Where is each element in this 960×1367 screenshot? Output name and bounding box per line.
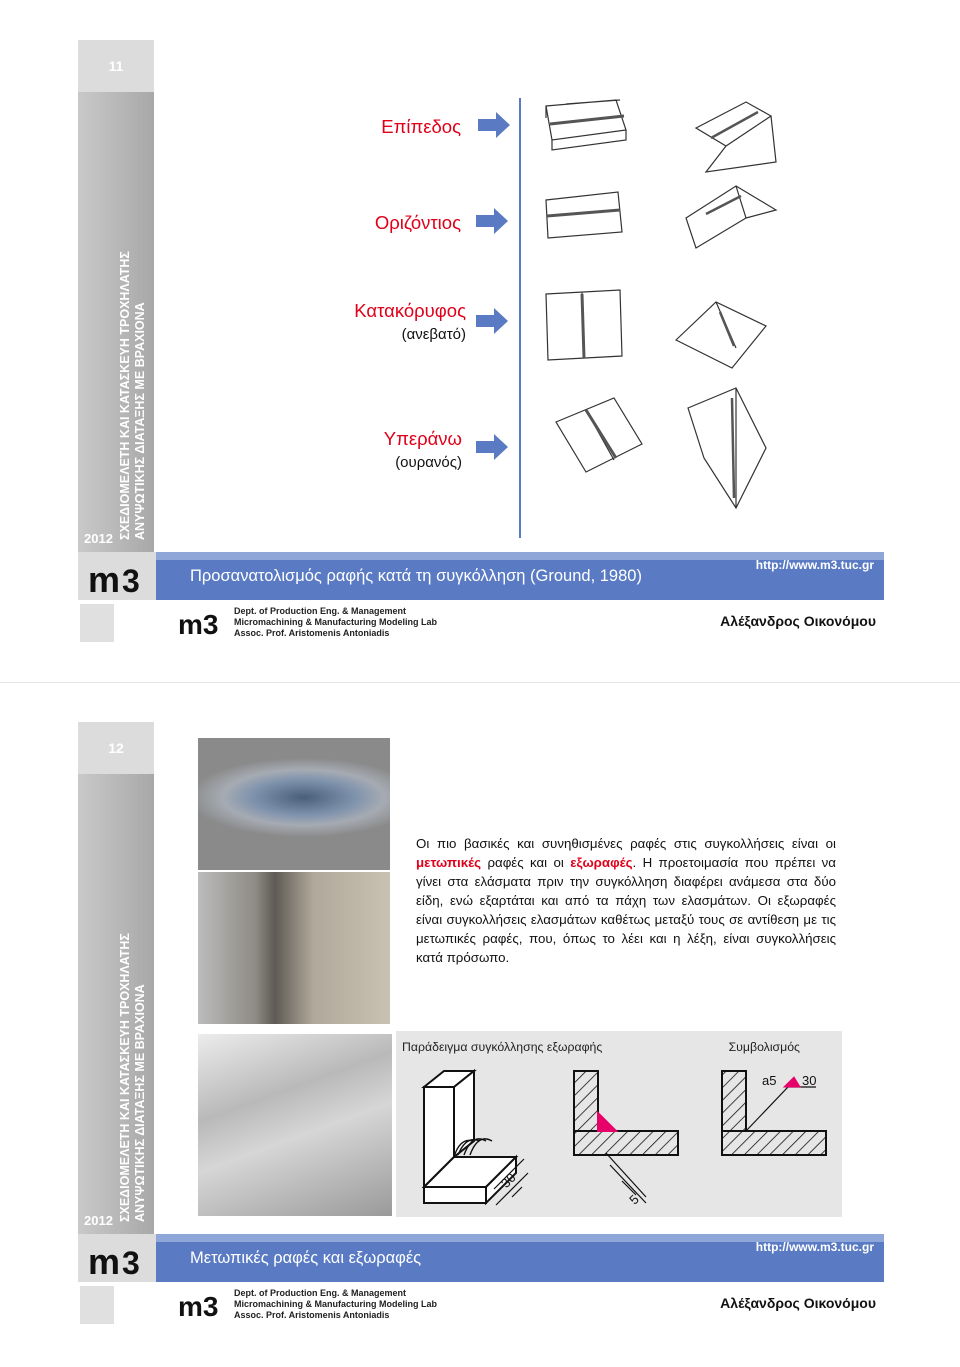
fillet-weld-drawings: [396, 1057, 842, 1217]
svg-text:m3: m3: [178, 609, 219, 638]
body-text-part: . Η προετοιμασία που πρέπει να γίνει στα ελάσματα πριν την συγκόλληση διαφέρει ανάμεσα στα δύο είδη, ενώ εξαρτάται και από τα πάχη των ελασμάτων. Οι εξωραφές είναι συγκολλήσεις ελασμάτων καθέτως μεταξύ τους σε αντίθεση με τις μετωπικές ραφές, που, όπως το λέει και η λέξη, είναι συγκολλήσεις κατά πρόσωπο.: [416, 855, 836, 965]
arrow-right-icon: [476, 308, 508, 334]
vertical-title-line1: ΣΧΕΔΙΟΜΕΛΕΤΗ ΚΑΙ ΚΑΤΑΣΚΕΥΗ ΤΡΟΧΗΛΑΤΗΣ: [118, 251, 132, 540]
footer: [78, 1282, 884, 1326]
fillet-weld-diagram: [396, 1031, 842, 1217]
diagram-caption-left: Παράδειγμα συγκόλλησης εξωραφής: [402, 1040, 603, 1054]
body-text-part: ραφές και οι: [481, 855, 571, 870]
m3-logo-mark: [78, 1234, 156, 1282]
weld-photo-tjoint: [198, 1034, 392, 1216]
statue-icon: [80, 1286, 114, 1324]
side-panel: [78, 40, 154, 552]
author-name: Αλέξανδρος Οικονόμου: [720, 613, 876, 629]
slide-title: Προσανατολισμός ραφής κατά τη συγκόλληση (Ground, 1980): [190, 567, 642, 585]
label-flat: Επίπεδος: [381, 116, 461, 137]
symbol-30: 30: [802, 1073, 817, 1088]
label-overhead: Υπεράνω: [383, 428, 462, 449]
term-fillet-weld: εξωραφές: [570, 855, 633, 870]
term-butt-weld: μετωπικές: [416, 855, 482, 870]
dept-info: [234, 606, 437, 639]
vertical-title: [118, 912, 148, 1222]
m3-logo-mark: [178, 606, 230, 638]
statue-icon: [80, 604, 114, 642]
vertical-title-line1: ΣΧΕΔΙΟΜΕΛΕΤΗ ΚΑΙ ΚΑΤΑΣΚΕΥΗ ΤΡΟΧΗΛΑΤΗΣ: [118, 933, 132, 1222]
m3-logo: [78, 1234, 156, 1282]
weld-photo-butt: [198, 738, 390, 870]
m3-logo: [78, 552, 156, 600]
slide-11: [78, 40, 884, 644]
slide-number: 12: [78, 722, 154, 774]
sublabel-overhead: (ουρανός): [395, 454, 462, 471]
year-label: 2012: [84, 1213, 113, 1228]
vertical-title-line2: ΑΝΥΨΩΤΙΚΗΣ ΔΙΑΤΑΞΗΣ ΜΕ ΒΡΑΧΙΟΝΑ: [133, 302, 147, 540]
author-name: Αλέξανδρος Οικονόμου: [720, 1295, 876, 1311]
vertical-title: [118, 230, 148, 540]
m3-logo-mark: [178, 1288, 230, 1320]
svg-text:m3: m3: [178, 1291, 219, 1320]
dept-info: [234, 1288, 437, 1321]
dim-30: 30: [497, 1169, 519, 1191]
body-text: [416, 834, 836, 967]
divider-line: [519, 98, 521, 538]
dept-line: Micromachining & Manufacturing Modeling Lab: [234, 1299, 438, 1309]
label-horizontal: Οριζόντιος: [374, 212, 461, 233]
svg-text:m: m: [88, 559, 121, 600]
m3-logo-mark: [78, 552, 156, 600]
dept-line: Dept. of Production Eng. & Management: [234, 606, 407, 616]
arrow-right-icon: [478, 112, 510, 138]
side-panel: [78, 722, 154, 1234]
dim-5: 5: [626, 1191, 642, 1208]
title-bar: [78, 552, 884, 600]
year-label: 2012: [84, 531, 113, 546]
label-vertical: Κατακόρυφος: [354, 300, 466, 321]
vertical-title-line2: ΑΝΥΨΩΤΙΚΗΣ ΔΙΑΤΑΞΗΣ ΜΕ ΒΡΑΧΙΟΝΑ: [133, 984, 147, 1222]
arrow-right-icon: [476, 208, 508, 234]
page-separator: [0, 682, 960, 683]
svg-text:3: 3: [122, 563, 140, 599]
diagram-caption-right: Συμβολισμός: [728, 1040, 800, 1054]
dept-line: Dept. of Production Eng. & Management: [234, 1288, 407, 1298]
dept-line: Micromachining & Manufacturing Modeling Lab: [234, 617, 438, 627]
title-bar: [78, 1234, 884, 1282]
svg-text:m: m: [88, 1241, 121, 1282]
slide-number: 11: [78, 40, 154, 92]
slide-title: Μετωπικές ραφές και εξωραφές: [190, 1249, 422, 1267]
footer: [78, 600, 884, 644]
sublabel-vertical: (ανεβατό): [401, 326, 466, 343]
dept-line: Assoc. Prof. Aristomenis Antoniadis: [234, 628, 390, 638]
dept-line: Assoc. Prof. Aristomenis Antoniadis: [234, 1310, 390, 1320]
body-text-part: Οι πιο βασικές και συνηθισμένες ραφές στις συγκολλήσεις είναι οι: [416, 836, 836, 851]
arrow-right-icon: [476, 434, 508, 460]
slide-12: [78, 722, 884, 1326]
svg-text:3: 3: [122, 1245, 140, 1281]
weld-position-sketches: [536, 88, 836, 528]
url-link[interactable]: http://www.m3.tuc.gr: [755, 558, 874, 572]
url-link[interactable]: http://www.m3.tuc.gr: [755, 1240, 874, 1254]
weld-photo-fillet: [198, 872, 390, 1024]
symbol-a5: a5: [762, 1073, 777, 1088]
